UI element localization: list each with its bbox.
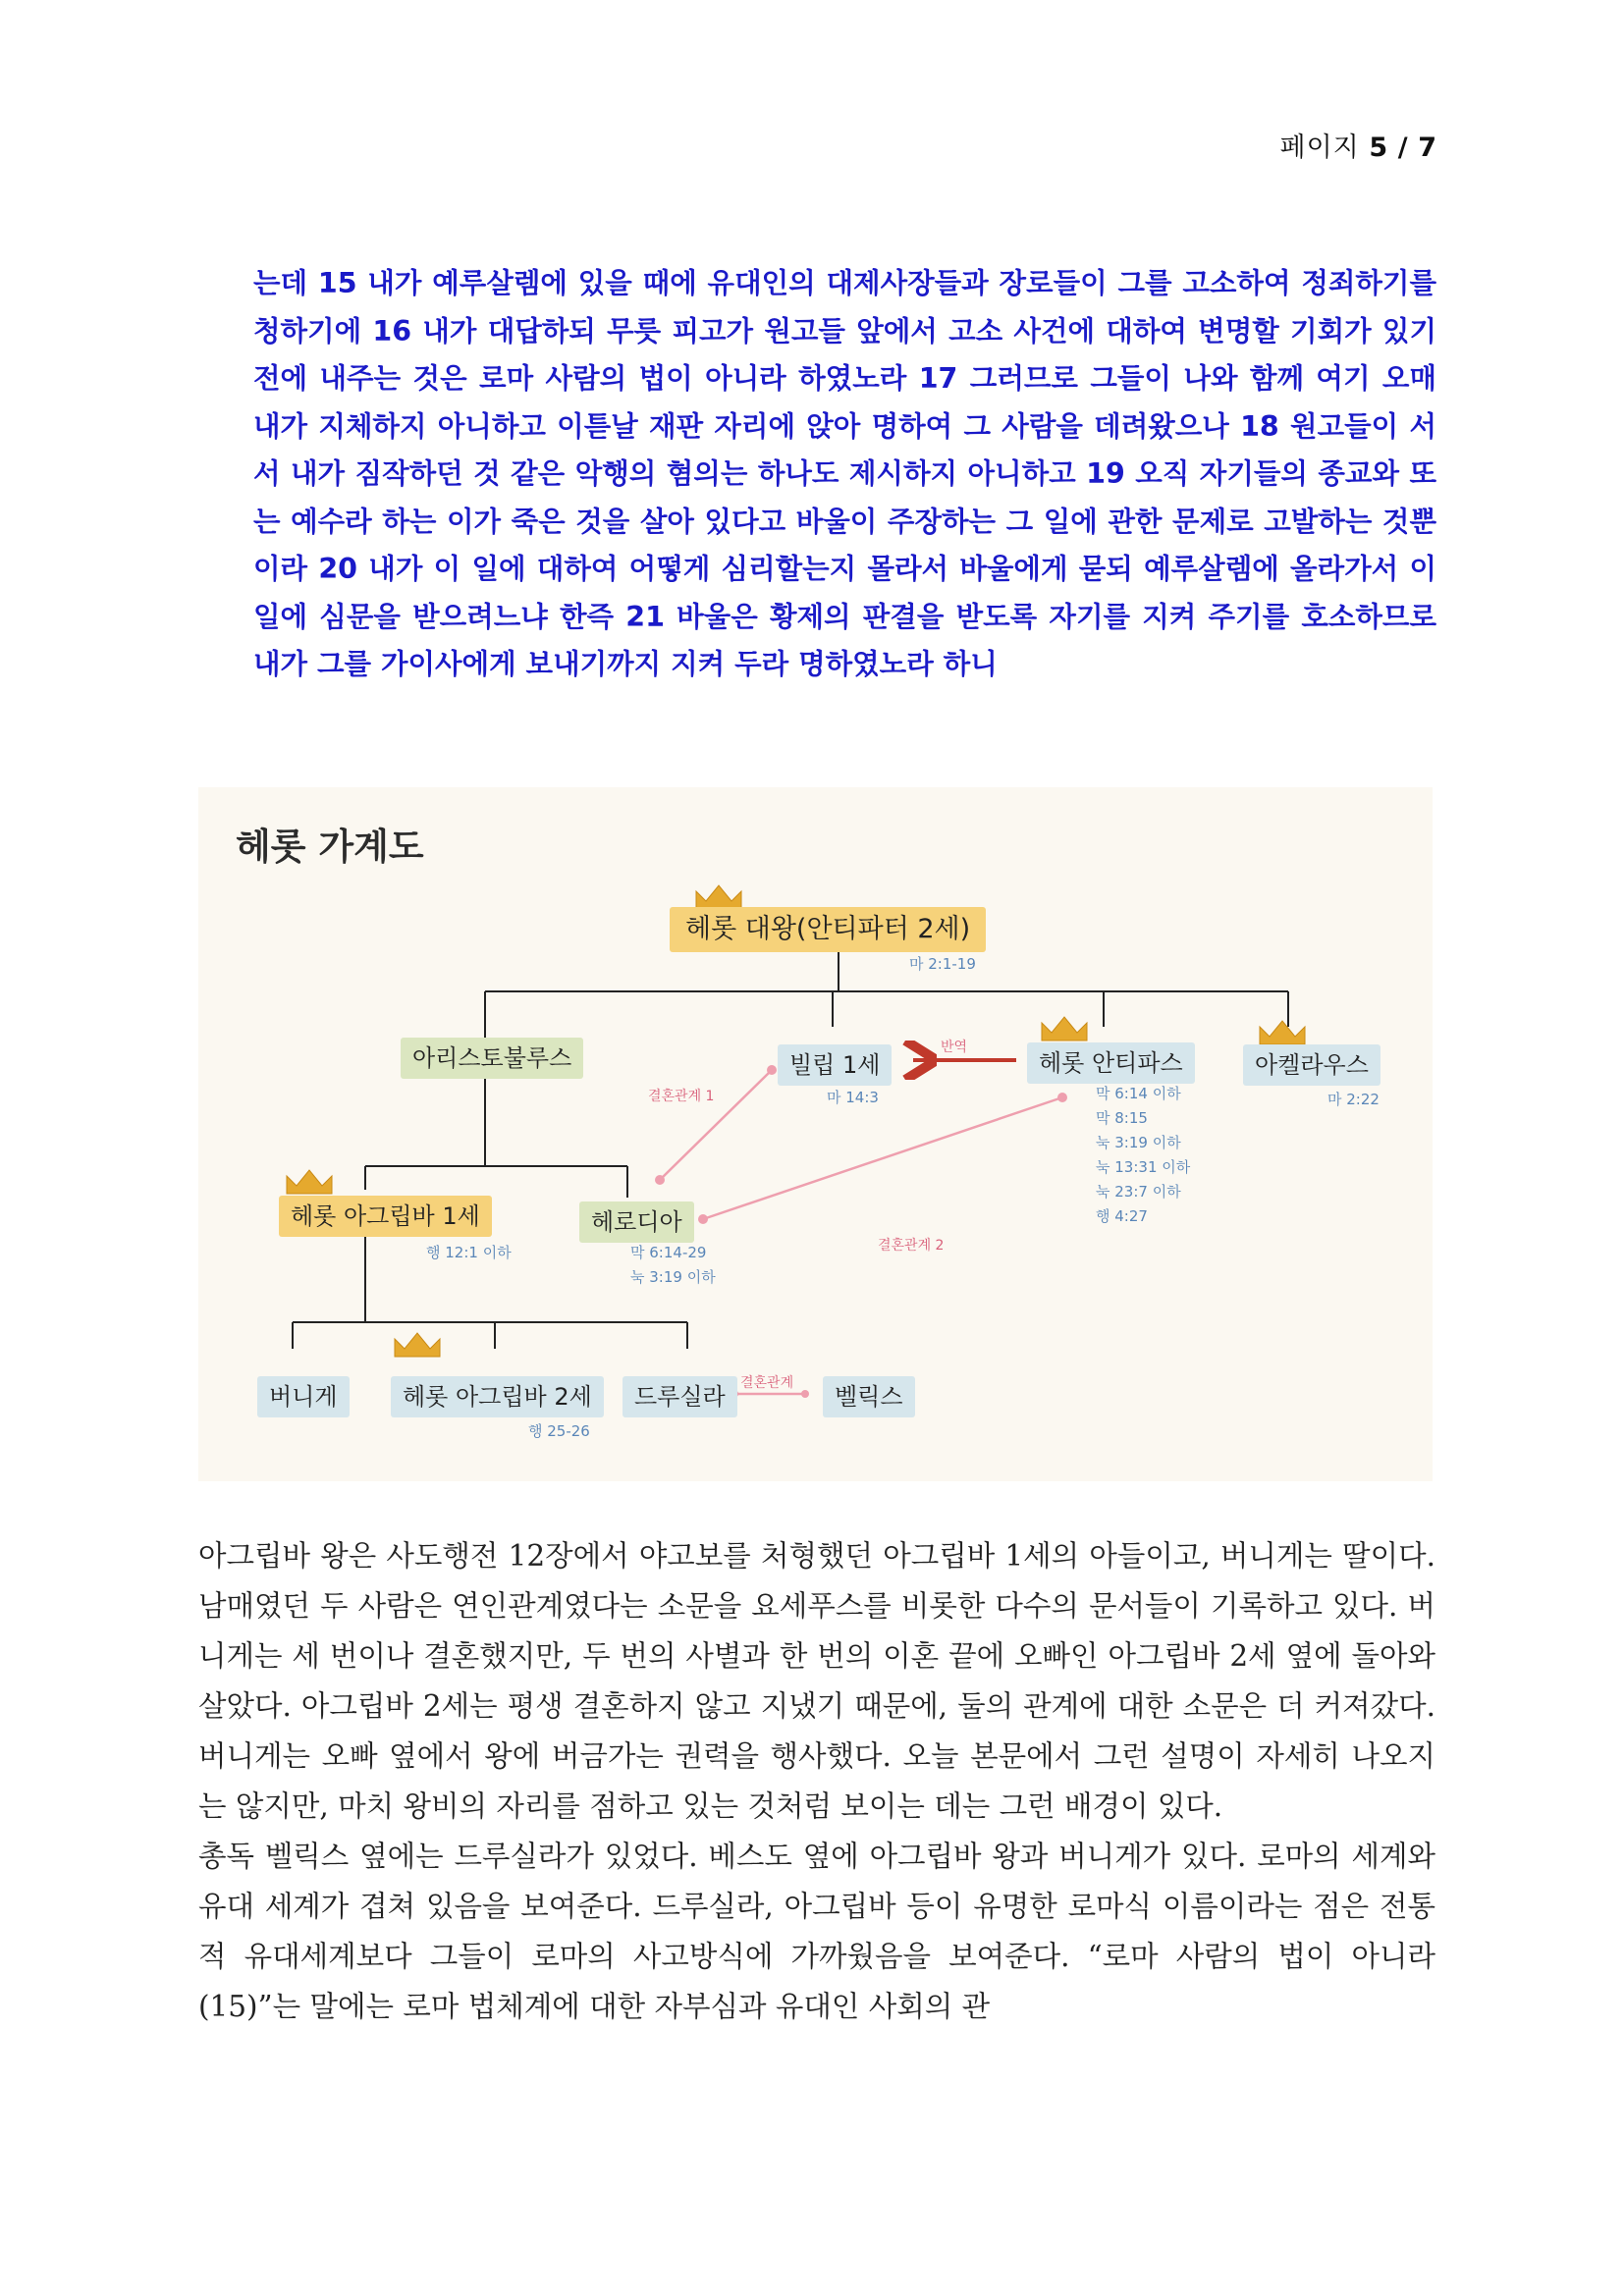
- node-agrippa-1: 헤롯 아그립바 1세: [279, 1196, 492, 1237]
- label-rebellion: 반역: [941, 1040, 968, 1055]
- crown-icon: [696, 885, 741, 909]
- ref-herod-the-great: 마 2:1-19: [909, 955, 976, 973]
- ref-antipas-2: 막 8:15: [1096, 1109, 1148, 1127]
- label-marriage-drusilla-felix: 결혼관계: [740, 1375, 794, 1391]
- scripture-passage: [253, 260, 1436, 689]
- page-indicator: [1280, 126, 1438, 164]
- crown-icon: [1260, 1021, 1305, 1044]
- node-herodias: 헤로디아: [579, 1201, 694, 1243]
- node-agrippa-2: 헤롯 아그립바 2세: [391, 1376, 604, 1417]
- node-archelaus: 아켈라우스: [1243, 1044, 1380, 1086]
- ref-philip-1: 마 14:3: [827, 1089, 879, 1106]
- scripture-text: 는데 15 내가 예루살렘에 있을 때에 유대인의 대제사장들과 장로들이 그를 고소하여 정죄하기를 청하기에 16 내가 대답하되 무릇 피고가 원고들 앞에서 고소 사건에 대하여 변명할 기회가 있기 전에 내주는 것은 로마 사람의 법이 아니라 하였노라 17 그러므로 그들이 나와 함께 여기 오매 내가 지체하지 아니하고 이튿날 재판 자리에 앉아 명하여 그 사람을 데려왔으나 18 원고들이 서서 내가 짐작하던 것 같은 악행의 혐의는 하나도 제시하지 아니하고 19 오직 자기들의 종교와 또는 예수라 하는 이가 죽은 것을 살아 있다고 바울이 주장하는 그 일에 관한 문제로 고발하는 것뿐이라 20 내가 이 일에 대하여 어떻게 심리할는지 몰라서 바울에게 묻되 예루살렘에 올라가서 이 일에 심문을 받으려느냐 한즉 21 바울은 황제의 판결을 받도록 자기를 지켜 주기를 호소하므로 내가 그를 가이사에게 보내기까지 지켜 두라 명하였노라 하니: [253, 267, 1436, 680]
- ref-herodias-list: [630, 1241, 716, 1290]
- ref-antipas-1: 막 6:14 이하: [1096, 1085, 1181, 1102]
- ref-antipas-5: 눅 23:7 이하: [1096, 1183, 1181, 1201]
- page-current: 5: [1369, 133, 1389, 163]
- ref-antipas-list: [1096, 1082, 1190, 1229]
- node-philip-1: 빌립 1세: [778, 1044, 892, 1086]
- family-tree-title: 헤롯 가계도: [236, 826, 424, 868]
- ref-archelaus: 마 2:22: [1327, 1091, 1380, 1108]
- crown-icon: [395, 1333, 440, 1357]
- commentary-paragraph-2: 총독 벨릭스 옆에는 드루실라가 있었다. 베스도 옆에 아그립바 왕과 버니게가 있다. 로마의 세계와 유대 세계가 겹쳐 있음을 보여준다. 드루실라, 아그립바 등이 유명한 로마식 이름이라는 점은 전통적 유대세계보다 그들이 로마의 사고방식에 가까웠음을 보여준다. “로마 사람의 법이 아니라(15)”는 말에는 로마 법체계에 대한 자부심과 유대인 사회의 관: [198, 1840, 1435, 2023]
- crown-icon: [287, 1170, 332, 1194]
- ref-antipas-3: 눅 3:19 이하: [1096, 1134, 1181, 1151]
- node-herod-the-great: 헤롯 대왕(안티파터 2세): [670, 907, 986, 952]
- family-tree-connectors: [198, 787, 1433, 1481]
- page-total: 7: [1418, 133, 1437, 163]
- node-drusilla: 드루실라: [623, 1376, 737, 1417]
- ref-herodias-1: 막 6:14-29: [630, 1244, 707, 1261]
- crown-icon: [1042, 1017, 1087, 1041]
- ref-herodias-2: 눅 3:19 이하: [630, 1268, 716, 1286]
- ref-antipas-6: 행 4:27: [1096, 1207, 1148, 1225]
- marriage-endpoints: [655, 1065, 1067, 1398]
- label-marriage-1: 결혼관계 1: [648, 1089, 715, 1104]
- commentary-paragraph-1: 아그립바 왕은 사도행전 12장에서 야고보를 처형했던 아그립바 1세의 아들이고, 버니게는 딸이다. 남매였던 두 사람은 연인관계였다는 소문을 요세푸스를 비롯한 다수의 문서들이 기록하고 있다. 버니게는 세 번이나 결혼했지만, 두 번의 사별과 한 번의 이혼 끝에 오빠인 아그립바 2세 옆에 돌아와 살았다. 아그립바 2세는 평생 결혼하지 않고 지냈기 때문에, 둘의 관계에 대한 소문은 더 커져갔다. 버니게는 오빠 옆에서 왕에 버금가는 권력을 행사했다. 오늘 본문에서 그런 설명이 자세히 나오지는 않지만, 마치 왕비의 자리를 점하고 있는 것처럼 보이는 데는 그런 배경이 있다.: [198, 1539, 1435, 1823]
- commentary-text: [198, 1531, 1435, 2032]
- herod-family-tree-figure: [198, 787, 1433, 1481]
- label-marriage-2: 결혼관계 2: [878, 1238, 945, 1254]
- node-herod-antipas: 헤롯 안티파스: [1027, 1042, 1195, 1084]
- page-label: 페이지: [1279, 133, 1360, 163]
- ref-agrippa-2: 행 25-26: [528, 1422, 590, 1440]
- node-felix: 벨릭스: [823, 1376, 915, 1417]
- node-aristobulus: 아리스토불루스: [401, 1038, 583, 1079]
- ref-agrippa-1: 행 12:1 이하: [426, 1244, 512, 1261]
- page-separator: /: [1397, 133, 1409, 163]
- node-bernice: 버니게: [257, 1376, 350, 1417]
- marriage-lines: [660, 1070, 1062, 1394]
- ref-antipas-4: 눅 13:31 이하: [1096, 1158, 1191, 1176]
